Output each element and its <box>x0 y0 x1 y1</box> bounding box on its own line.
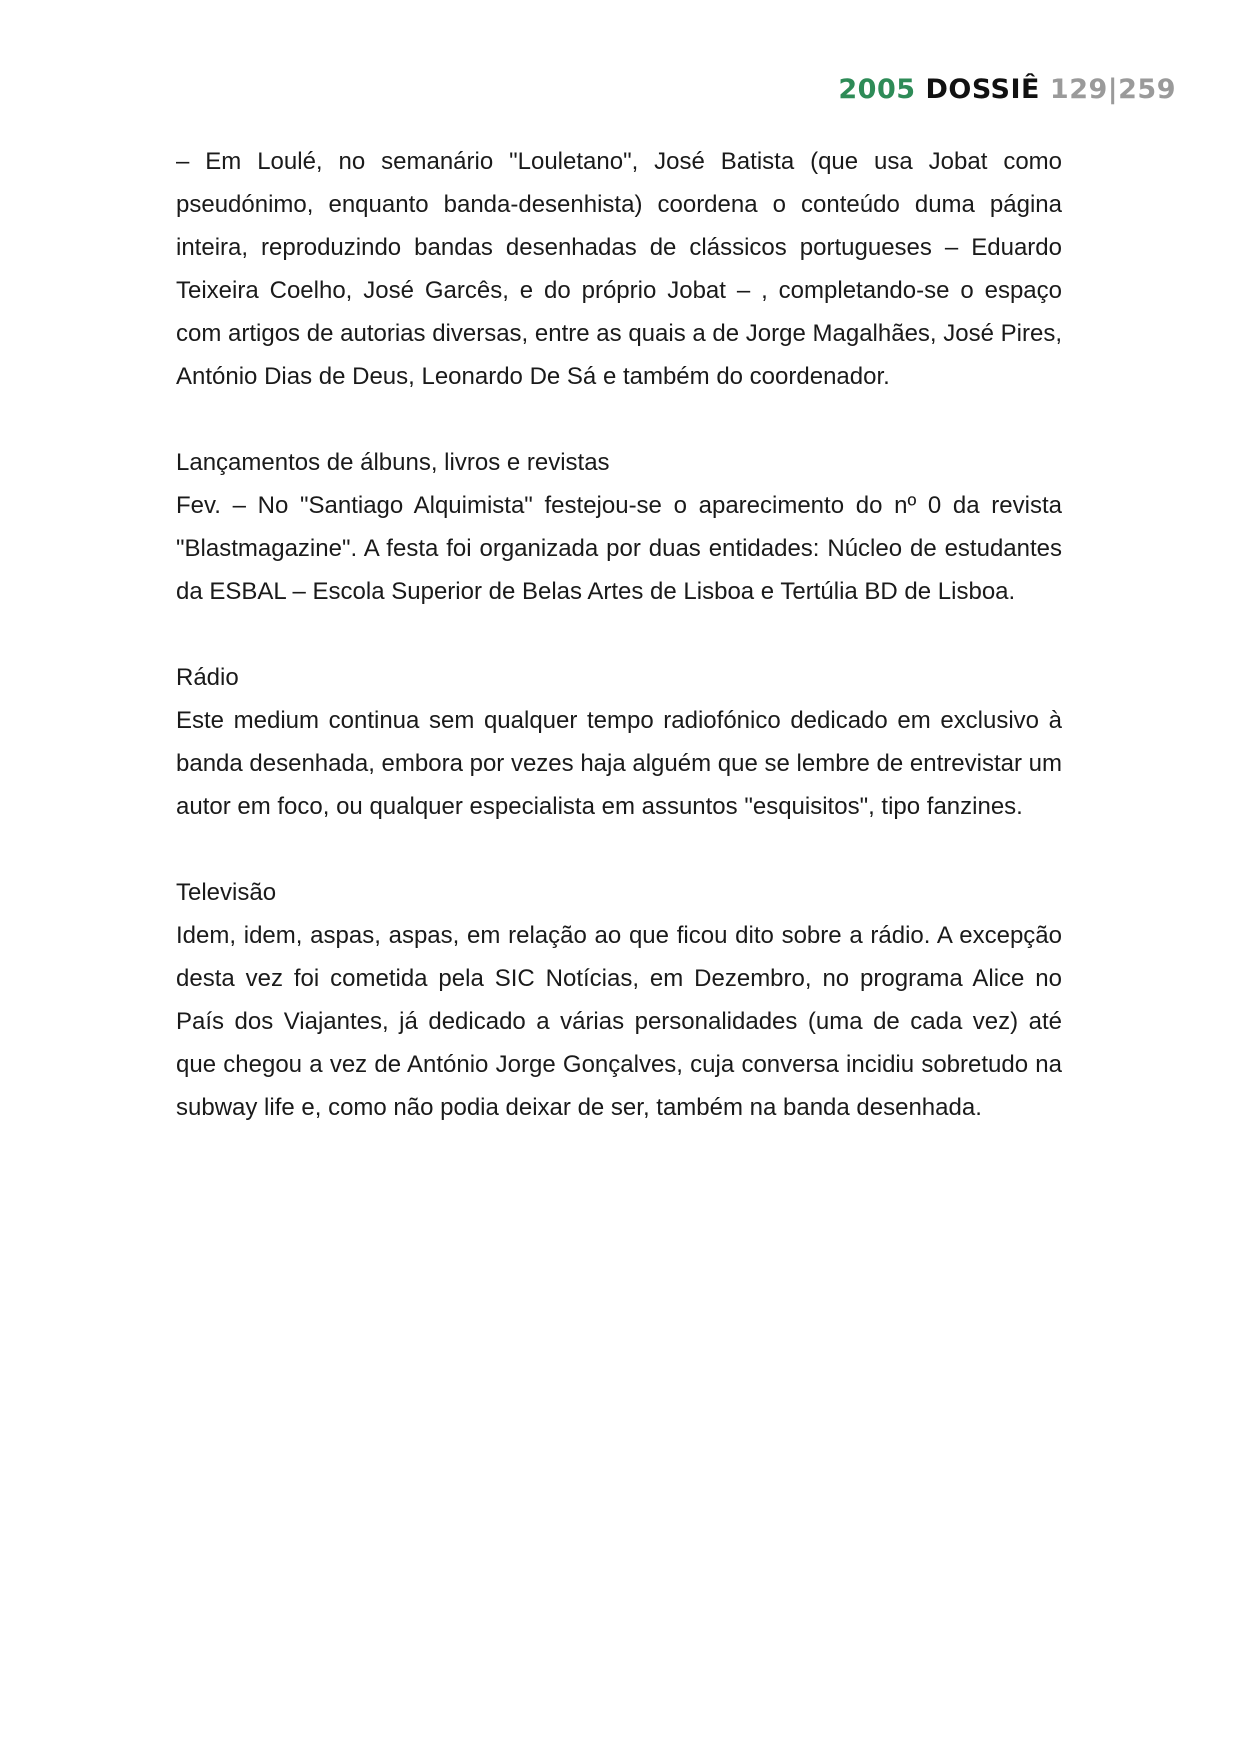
section-radio <box>176 656 1062 828</box>
header-page-numbers: 129|259 <box>1049 74 1176 105</box>
header-title: DOSSIÊ <box>925 74 1040 105</box>
section-heading: Rádio <box>176 664 239 691</box>
header-year: 2005 <box>838 74 916 105</box>
page-header <box>838 74 1176 105</box>
section-heading: Televisão <box>176 879 277 906</box>
intro-paragraph: – Em Loulé, no semanário "Louletano", José Batista (que usa Jobat como pseudónimo, enquanto banda-desenhista) coordena o conteúdo duma página inteira, reproduzindo bandas desenhadas de clássicos portugueses – Eduardo Teixeira Coelho, José Garcês, e do próprio Jobat – , completando-se o espaço com artigos de autorias diversas, entre as quais a de Jorge Magalhães, José Pires, António Dias de Deus, Leonardo De Sá e também do coordenador. <box>176 148 1062 390</box>
section-paragraph: Este medium continua sem qualquer tempo radiofónico dedicado em exclusivo à banda desenhada, embora por vezes haja alguém que se lembre de entrevistar um autor em foco, ou qualquer especialista em assuntos "esquisitos", tipo fanzines. <box>176 707 1062 820</box>
section-releases <box>176 441 1062 613</box>
section-paragraph: Fev. – No "Santiago Alquimista" festejou-se o aparecimento do nº 0 da revista "Blastmagazine". A festa foi organizada por duas entidades: Núcleo de estudantes da ESBAL – Escola Superior de Belas Artes de Lisboa e Tertúlia BD de Lisboa. <box>176 492 1062 605</box>
document-body <box>176 140 1062 1129</box>
section-television <box>176 871 1062 1129</box>
section-heading: Lançamentos de álbuns, livros e revistas <box>176 449 610 476</box>
section-paragraph: Idem, idem, aspas, aspas, em relação ao que ficou dito sobre a rádio. A excepção desta vez foi cometida pela SIC Notícias, em Dezembro, no programa Alice no País dos Viajantes, já dedicado a várias personalidades (uma de cada vez) até que chegou a vez de António Jorge Gonçalves, cuja conversa incidiu sobretudo na subway life e, como não podia deixar de ser, também na banda desenhada. <box>176 922 1062 1121</box>
